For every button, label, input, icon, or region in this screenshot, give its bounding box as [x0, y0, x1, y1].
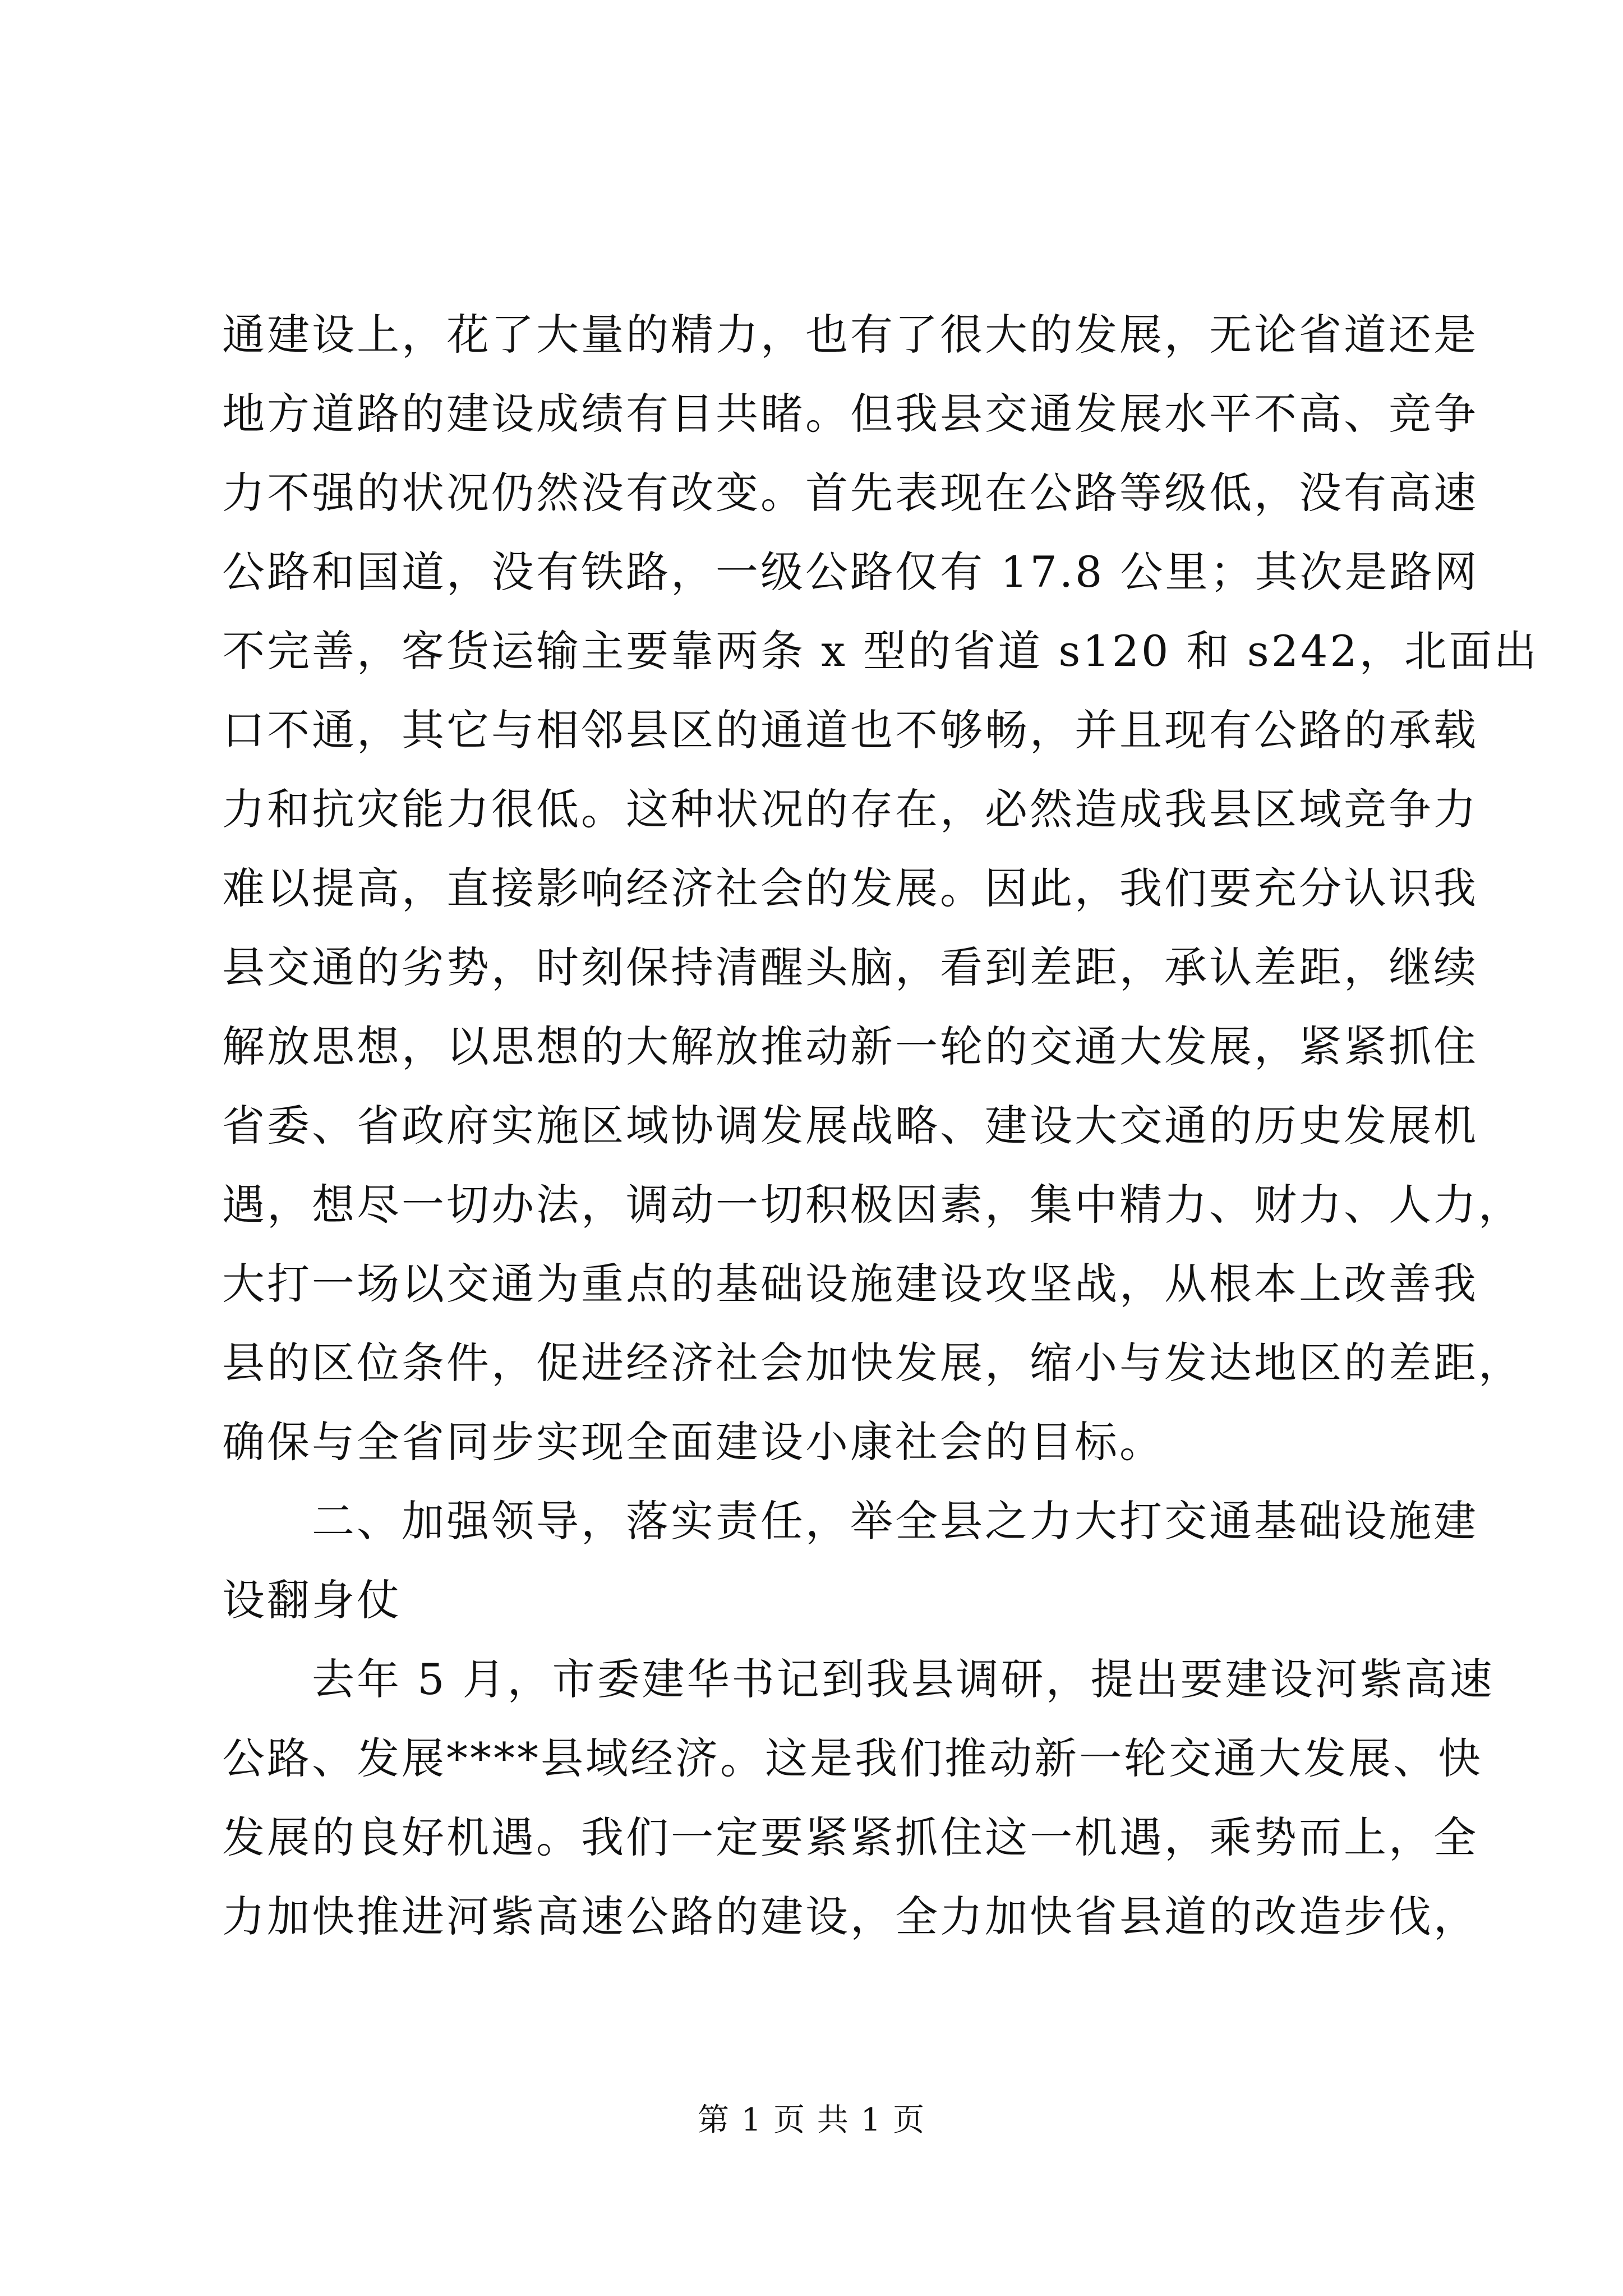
text-line: 口不通，其它与相邻县区的通道也不够畅，并且现有公路的承载 [222, 705, 1478, 755]
text-line: 发展的良好机遇。我们一定要紧紧抓住这一机遇，乘势而上，全 [222, 1812, 1478, 1862]
section-heading-line: 二、加强领导，落实责任，举全县之力大打交通基础设施建 [312, 1496, 1478, 1546]
text-line: 公路和国道，没有铁路，一级公路仅有 17.8 公里；其次是路网 [222, 547, 1479, 597]
text-line: 不完善，客货运输主要靠两条 x 型的省道 s120 和 s242，北面出 [222, 626, 1539, 676]
document-body [222, 295, 1539, 1956]
text-line: 力加快推进河紫高速公路的建设，全力加快省县道的改造步伐， [222, 1892, 1478, 1941]
text-line: 县的区位条件，促进经济社会加快发展，缩小与发达地区的差距， [222, 1338, 1523, 1388]
text-line: 大打一场以交通为重点的基础设施建设攻坚战，从根本上改善我 [222, 1259, 1478, 1309]
text-line: 力不强的状况仍然没有改变。首先表现在公路等级低，没有高速 [222, 468, 1478, 518]
page-footer: 第 1 页 共 1 页 [697, 2102, 926, 2138]
text-line: 解放思想，以思想的大解放推动新一轮的交通大发展，紧紧抓住 [222, 1022, 1478, 1071]
text-line: 遇，想尽一切办法，调动一切积极因素，集中精力、财力、人力， [222, 1180, 1523, 1230]
text-line: 确保与全省同步实现全面建设小康社会的目标。 [222, 1417, 1164, 1467]
section-heading-line: 设翻身仗 [222, 1575, 402, 1625]
text-line: 力和抗灾能力很低。这种状况的存在，必然造成我县区域竞争力 [222, 784, 1478, 834]
text-line: 省委、省政府实施区域协调发展战略、建设大交通的历史发展机 [222, 1101, 1478, 1151]
text-line: 去年 5 月，市委建华书记到我县调研，提出要建设河紫高速 [312, 1654, 1495, 1704]
text-line: 县交通的劣势，时刻保持清醒头脑，看到差距，承认差距，继续 [222, 942, 1478, 992]
text-line: 难以提高，直接影响经济社会的发展。因此，我们要充分认识我 [222, 863, 1478, 913]
text-line: 通建设上，花了大量的精力，也有了很大的发展，无论省道还是 [222, 310, 1478, 360]
text-line: 公路、发展****县域经济。这是我们推动新一轮交通大发展、快 [222, 1733, 1483, 1783]
text-line: 地方道路的建设成绩有目共睹。但我县交通发展水平不高、竞争 [222, 389, 1478, 439]
